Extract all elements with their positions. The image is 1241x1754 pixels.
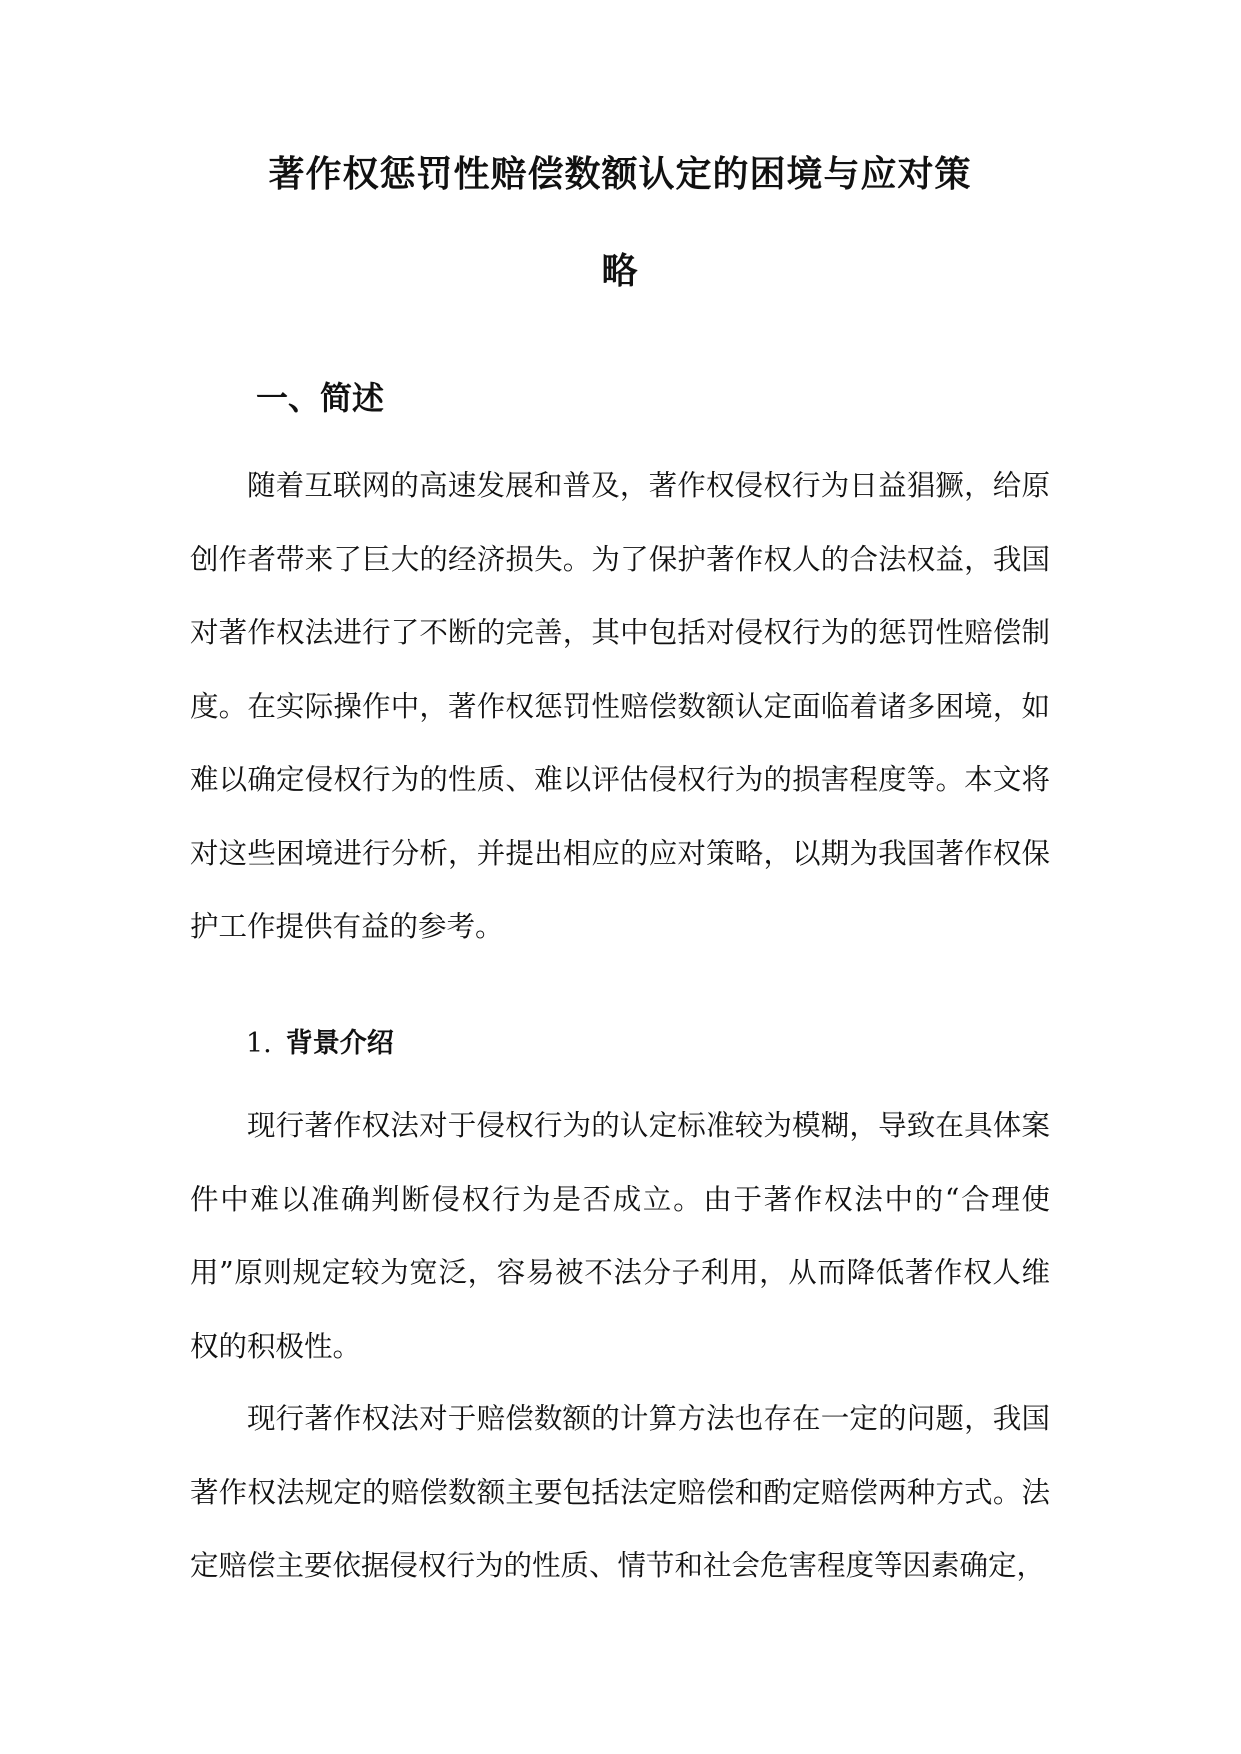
section-heading-overview: 一、简述 <box>256 379 385 417</box>
subsection-heading-background <box>246 1026 394 1062</box>
overview-paragraph: 随着互联网的高速发展和普及，著作权侵权行为日益猖獗，给原创作者带来了巨大的经济损失。为了保护著作权人的合法权益，我国对著作权法进行了不断的完善，其中包括对侵权行为的惩罚性赔偿制度。在实际操作中，著作权惩罚性赔偿数额认定面临着诸多困境，如难以确定侵权行为的性质、难以评估侵权行为的损害程度等。本文将对这些困境进行分析，并提出相应的应对策略，以期为我国著作权保护工作提供有益的参考。 <box>190 469 1050 943</box>
background-paragraph-1: 现行著作权法对于侵权行为的认定标准较为模糊，导致在具体案件中难以准确判断侵权行为是否成立。由于著作权法中的“合理使用”原则规定较为宽泛，容易被不法分子利用，从而降低著作权人维权的积极性。 <box>190 1109 1050 1363</box>
document-title-line-2: 略 <box>601 250 639 292</box>
subsection-title: 背景介绍 <box>285 1028 394 1059</box>
document-title-line-1: 著作权惩罚性赔偿数额认定的困境与应对策 <box>268 153 972 195</box>
subsection-number: 1. <box>246 1028 272 1059</box>
background-paragraph-2: 现行著作权法对于赔偿数额的计算方法也存在一定的问题，我国著作权法规定的赔偿数额主要包括法定赔偿和酌定赔偿两种方式。法定赔偿主要依据侵权行为的性质、情节和社会危害程度等因素确定， <box>190 1402 1050 1582</box>
